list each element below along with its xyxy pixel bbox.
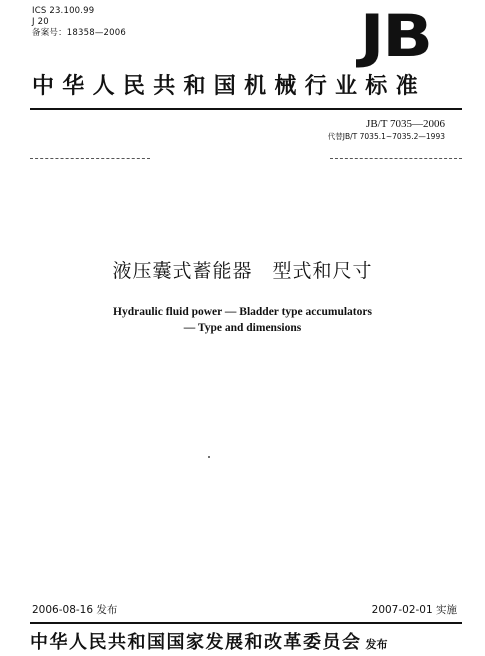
standard-code: JB/T 7035—2006 bbox=[366, 118, 445, 130]
divider-left bbox=[30, 158, 150, 159]
footer-rule bbox=[30, 622, 462, 624]
header-rule bbox=[30, 108, 462, 110]
issuer-name: 中华人民共和国国家发展和改革委员会 bbox=[30, 632, 362, 653]
divider-right bbox=[330, 158, 462, 159]
title-english-line2: — Type and dimensions bbox=[183, 322, 302, 334]
issuer bbox=[30, 632, 388, 656]
speck bbox=[208, 456, 210, 458]
title-chinese: 液压囊式蓄能器 型式和尺寸 bbox=[112, 260, 373, 282]
ccs-code: J 20 bbox=[32, 17, 49, 27]
publish-date: 2006-08-16 发布 bbox=[32, 604, 118, 616]
standard-name: 中华人民共和国机械行业标准 bbox=[32, 74, 426, 99]
effective-date: 2007-02-01 实施 bbox=[371, 604, 457, 616]
filing-number: 备案号：18358—2006 bbox=[32, 28, 126, 38]
ics-code: ICS 23.100.99 bbox=[32, 6, 95, 16]
replaces-note: 代替JB/T 7035.1~7035.2—1993 bbox=[327, 132, 445, 141]
issuer-suffix: 发布 bbox=[365, 638, 388, 651]
title-english-line1: Hydraulic fluid power — Bladder type accumulators bbox=[113, 306, 372, 318]
jb-logo: JB bbox=[359, 2, 431, 70]
